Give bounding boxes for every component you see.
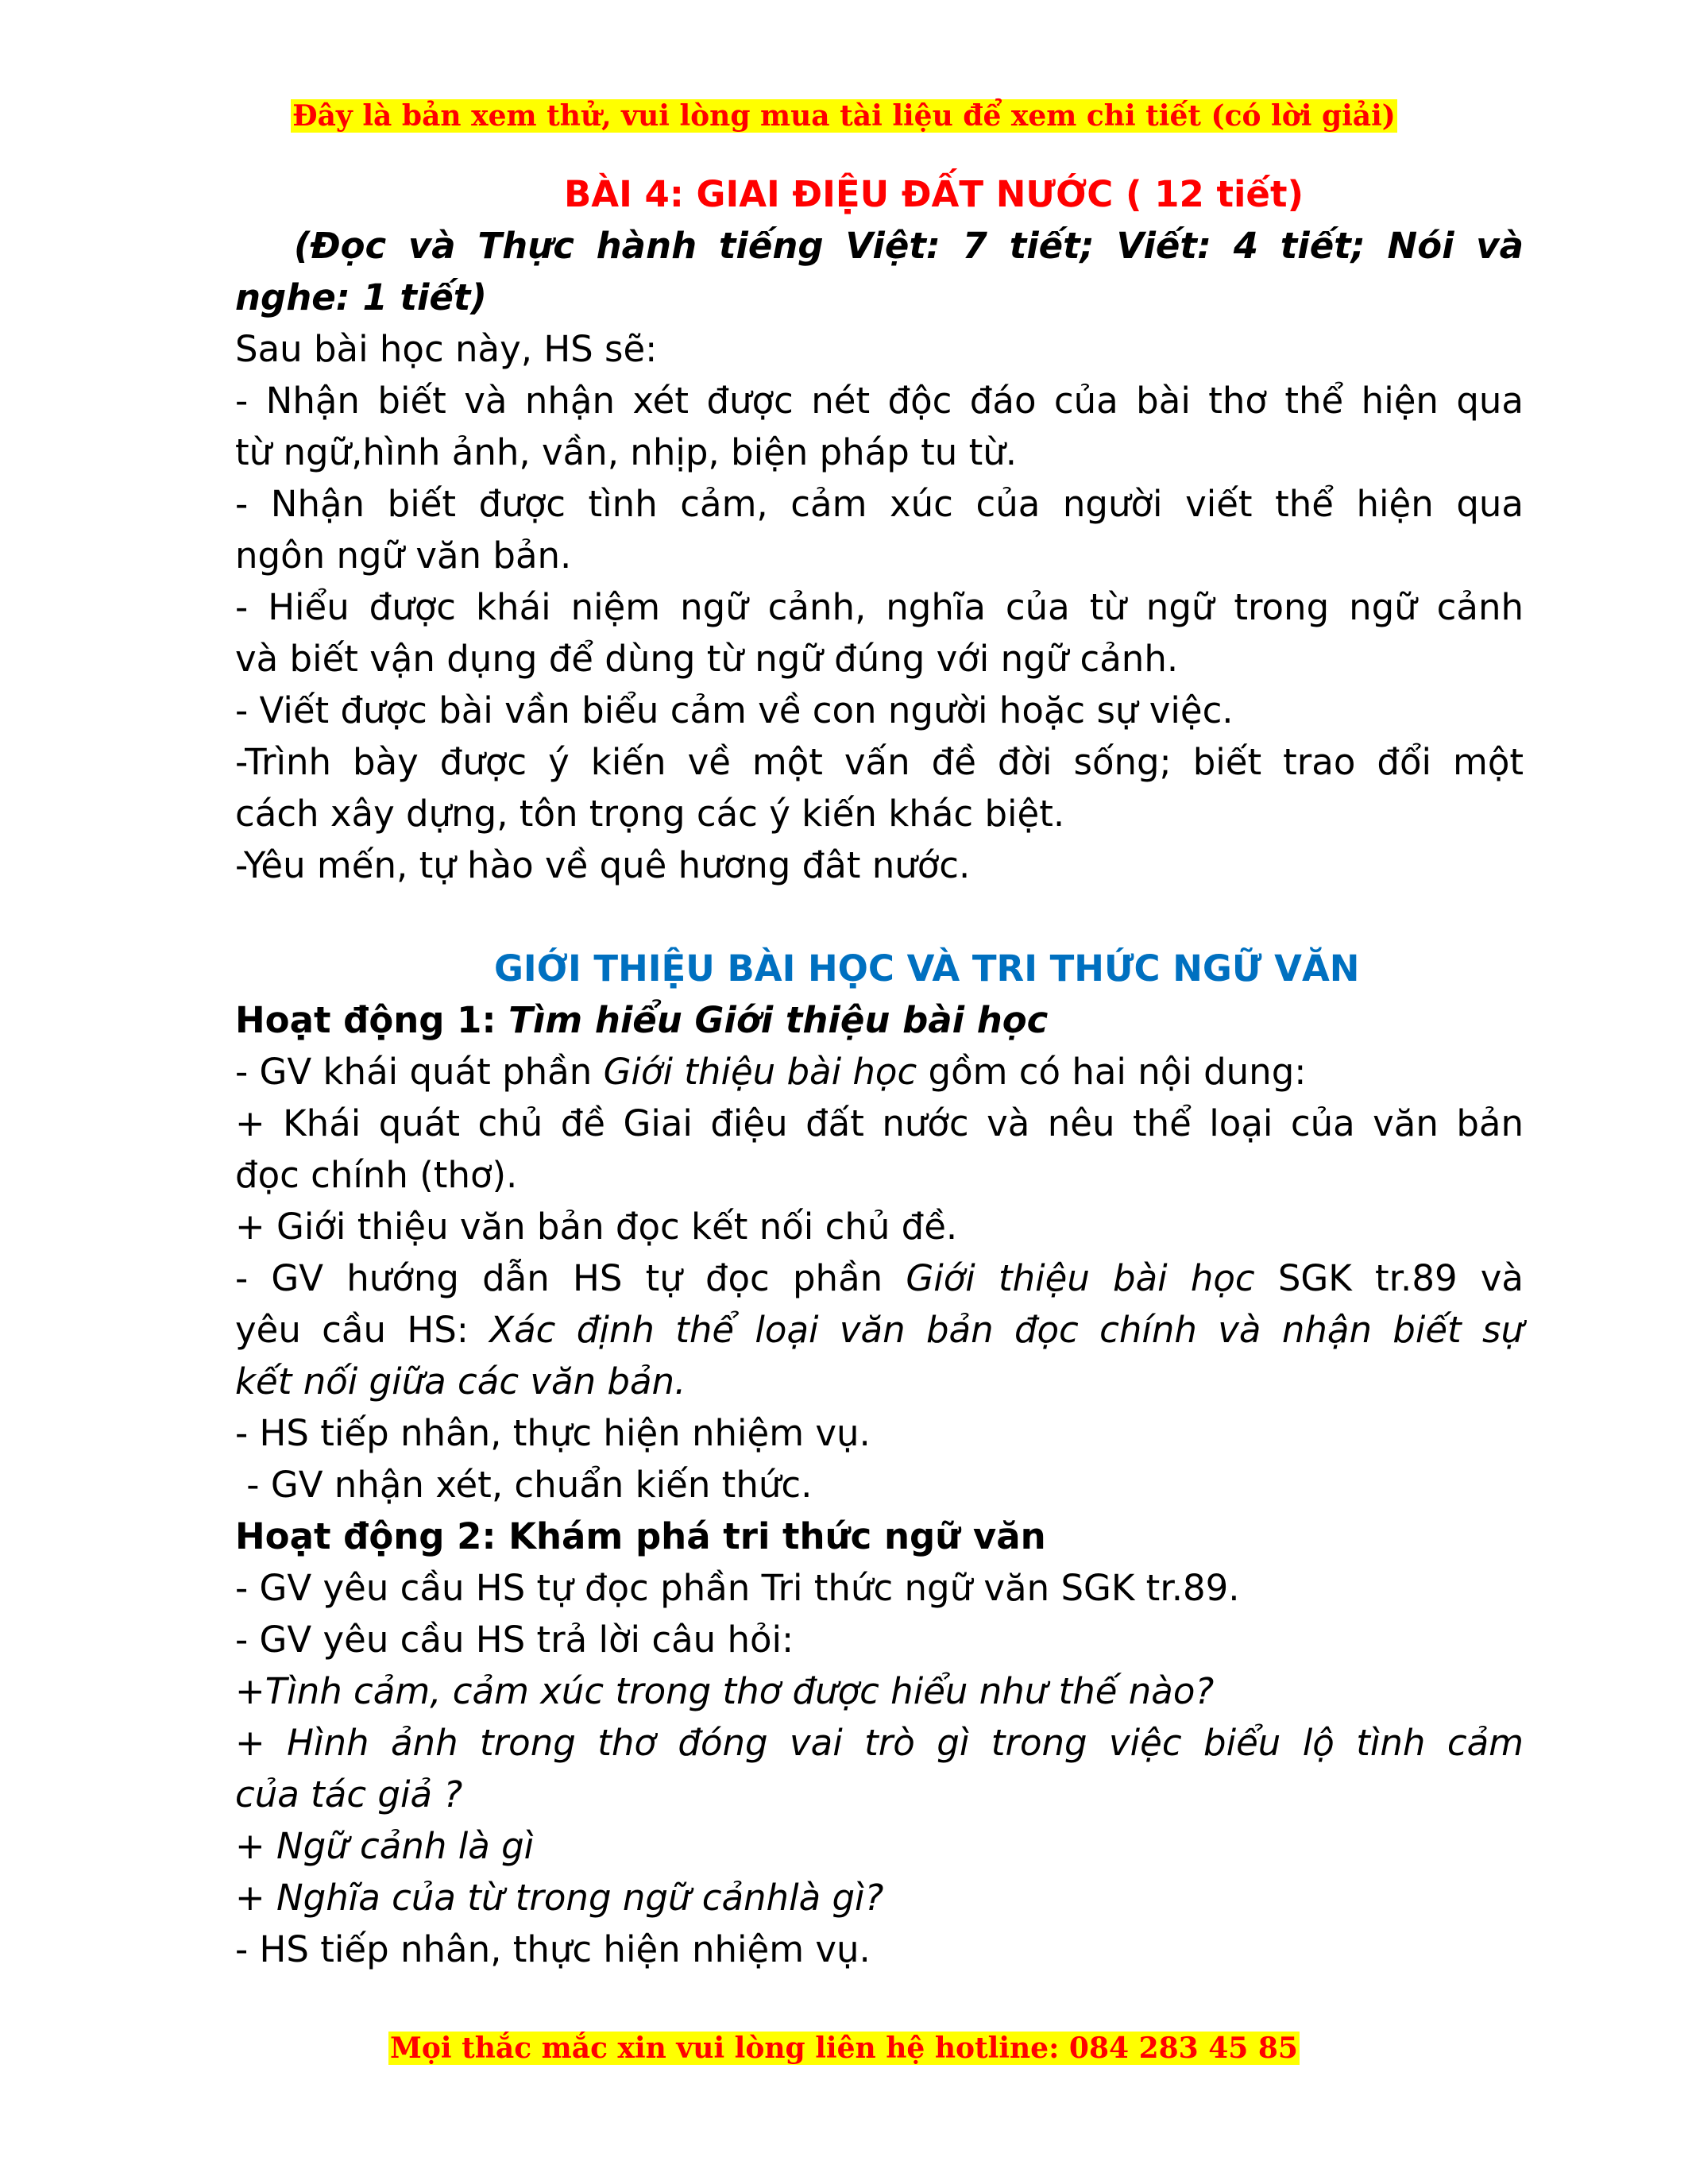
activity-1-line-8: - HS tiếp nhân, thực hiện nhiệm vụ. (235, 1412, 871, 1454)
activity-2-line-1: - GV yêu cầu HS tự đọc phần Tri thức ngữ văn SGK tr.89. (235, 1567, 1240, 1609)
activity-2-line-2: - GV yêu cầu HS trả lời câu hỏi: (235, 1619, 794, 1661)
activity-1-line-7: kết nối giữa các văn bản. (235, 1360, 686, 1403)
activity-1-line-1 (235, 1046, 1524, 1098)
activity-1-line-6 (235, 1304, 1524, 1356)
question-4: + Nghĩa của từ trong ngữ cảnhlà gì? (235, 1877, 884, 1919)
activity-1-line-4: + Giới thiệu văn bản đọc kết nối chủ đề. (235, 1206, 958, 1248)
objective-3-line-1: - Hiểu được khái niệm ngữ cảnh, nghĩa của từ ngữ trong ngữ cảnh (235, 586, 1524, 628)
spacer (235, 891, 1524, 943)
activity-1-title: Tìm hiểu Giới thiệu bài học (508, 999, 1049, 1041)
objectives-intro: Sau bài học này, HS sẽ: (235, 328, 658, 370)
lesson-subtitle-line-2: nghe: 1 tiết) (235, 276, 487, 318)
objective-5-line-2: cách xây dựng, tôn trọng các ý kiến khác biệt. (235, 793, 1065, 835)
question-1: +Tình cảm, cảm xúc trong thơ được hiểu như thế nào? (235, 1670, 1215, 1712)
text-run-italic: Giới thiệu bài học (603, 1051, 917, 1093)
objective-6: -Yêu mến, tự hào về quê hương đât nước. (235, 844, 971, 886)
text-run: - GV hướng dẫn HS tự đọc phần (235, 1257, 906, 1299)
preview-notice-text: Đây là bản xem thử, vui lòng mua tài liệu để xem chi tiết (có lời giải) (292, 99, 1396, 133)
text-run: SGK tr.89 và (1254, 1257, 1524, 1299)
objective-1-line-1: - Nhận biết và nhận xét được nét độc đáo của bài thơ thể hiện qua (235, 380, 1524, 422)
activity-2-line-3: - HS tiếp nhân, thực hiện nhiệm vụ. (235, 1928, 871, 1970)
activity-1-line-3: đọc chính (thơ). (235, 1154, 518, 1196)
lesson-title: BÀI 4: GIAI ĐIỆU ĐẤT NƯỚC ( 12 tiết) (564, 173, 1304, 215)
text-run: - GV khái quát phần (235, 1051, 604, 1093)
question-2-line-1: + Hình ảnh trong thơ đóng vai trò gì trong việc biểu lộ tình cảm (235, 1722, 1524, 1764)
activity-2-heading: Hoạt động 2: Khám phá tri thức ngữ văn (235, 1515, 1046, 1557)
activity-1-line-2: + Khái quát chủ đề Giai điệu đất nước và nêu thể loại của văn bản (235, 1102, 1524, 1144)
text-run-italic: Xác định thể loại văn bản đọc chính và nhận biết sự (489, 1309, 1524, 1351)
activity-1-label: Hoạt động 1: (235, 999, 509, 1041)
hotline-notice (0, 2032, 1688, 2065)
hotline-notice-text: Mọi thắc mắc xin vui lòng liên hệ hotline: 084 283 45 85 (390, 2032, 1298, 2065)
objective-4: - Viết được bài vần biểu cảm về con người hoặc sự việc. (235, 689, 1234, 731)
document-body (235, 168, 1524, 1975)
objective-1-line-2: từ ngữ,hình ảnh, vần, nhịp, biện pháp tu từ. (235, 431, 1018, 473)
text-run: yêu cầu HS: (235, 1309, 490, 1351)
preview-notice (0, 99, 1688, 133)
question-2-line-2: của tác giả ? (235, 1773, 463, 1815)
activity-1-line-9: - GV nhận xét, chuẩn kiến thức. (235, 1464, 813, 1506)
objective-2-line-1: - Nhận biết được tình cảm, cảm xúc của người viết thể hiện qua (235, 483, 1524, 525)
objective-5-line-1: -Trình bày được ý kiến về một vấn đề đời sống; biết trao đổi một (235, 741, 1524, 783)
objective-3-line-2: và biết vận dụng để dùng từ ngữ đúng với ngữ cảnh. (235, 638, 1179, 680)
objective-2-line-2: ngôn ngữ văn bản. (235, 534, 572, 577)
text-run-italic: Giới thiệu bài học (906, 1257, 1255, 1299)
activity-1-line-5 (235, 1252, 1524, 1304)
activity-1-heading (235, 994, 1524, 1046)
section-title: GIỚI THIỆU BÀI HỌC VÀ TRI THỨC NGỮ VĂN (494, 947, 1360, 990)
lesson-subtitle-line-1: (Đọc và Thực hành tiếng Việt: 7 tiết; Viết: 4 tiết; Nói và (294, 225, 1524, 267)
text-run: gồm có hai nội dung: (917, 1051, 1307, 1093)
question-3: + Ngữ cảnh là gì (235, 1825, 535, 1867)
